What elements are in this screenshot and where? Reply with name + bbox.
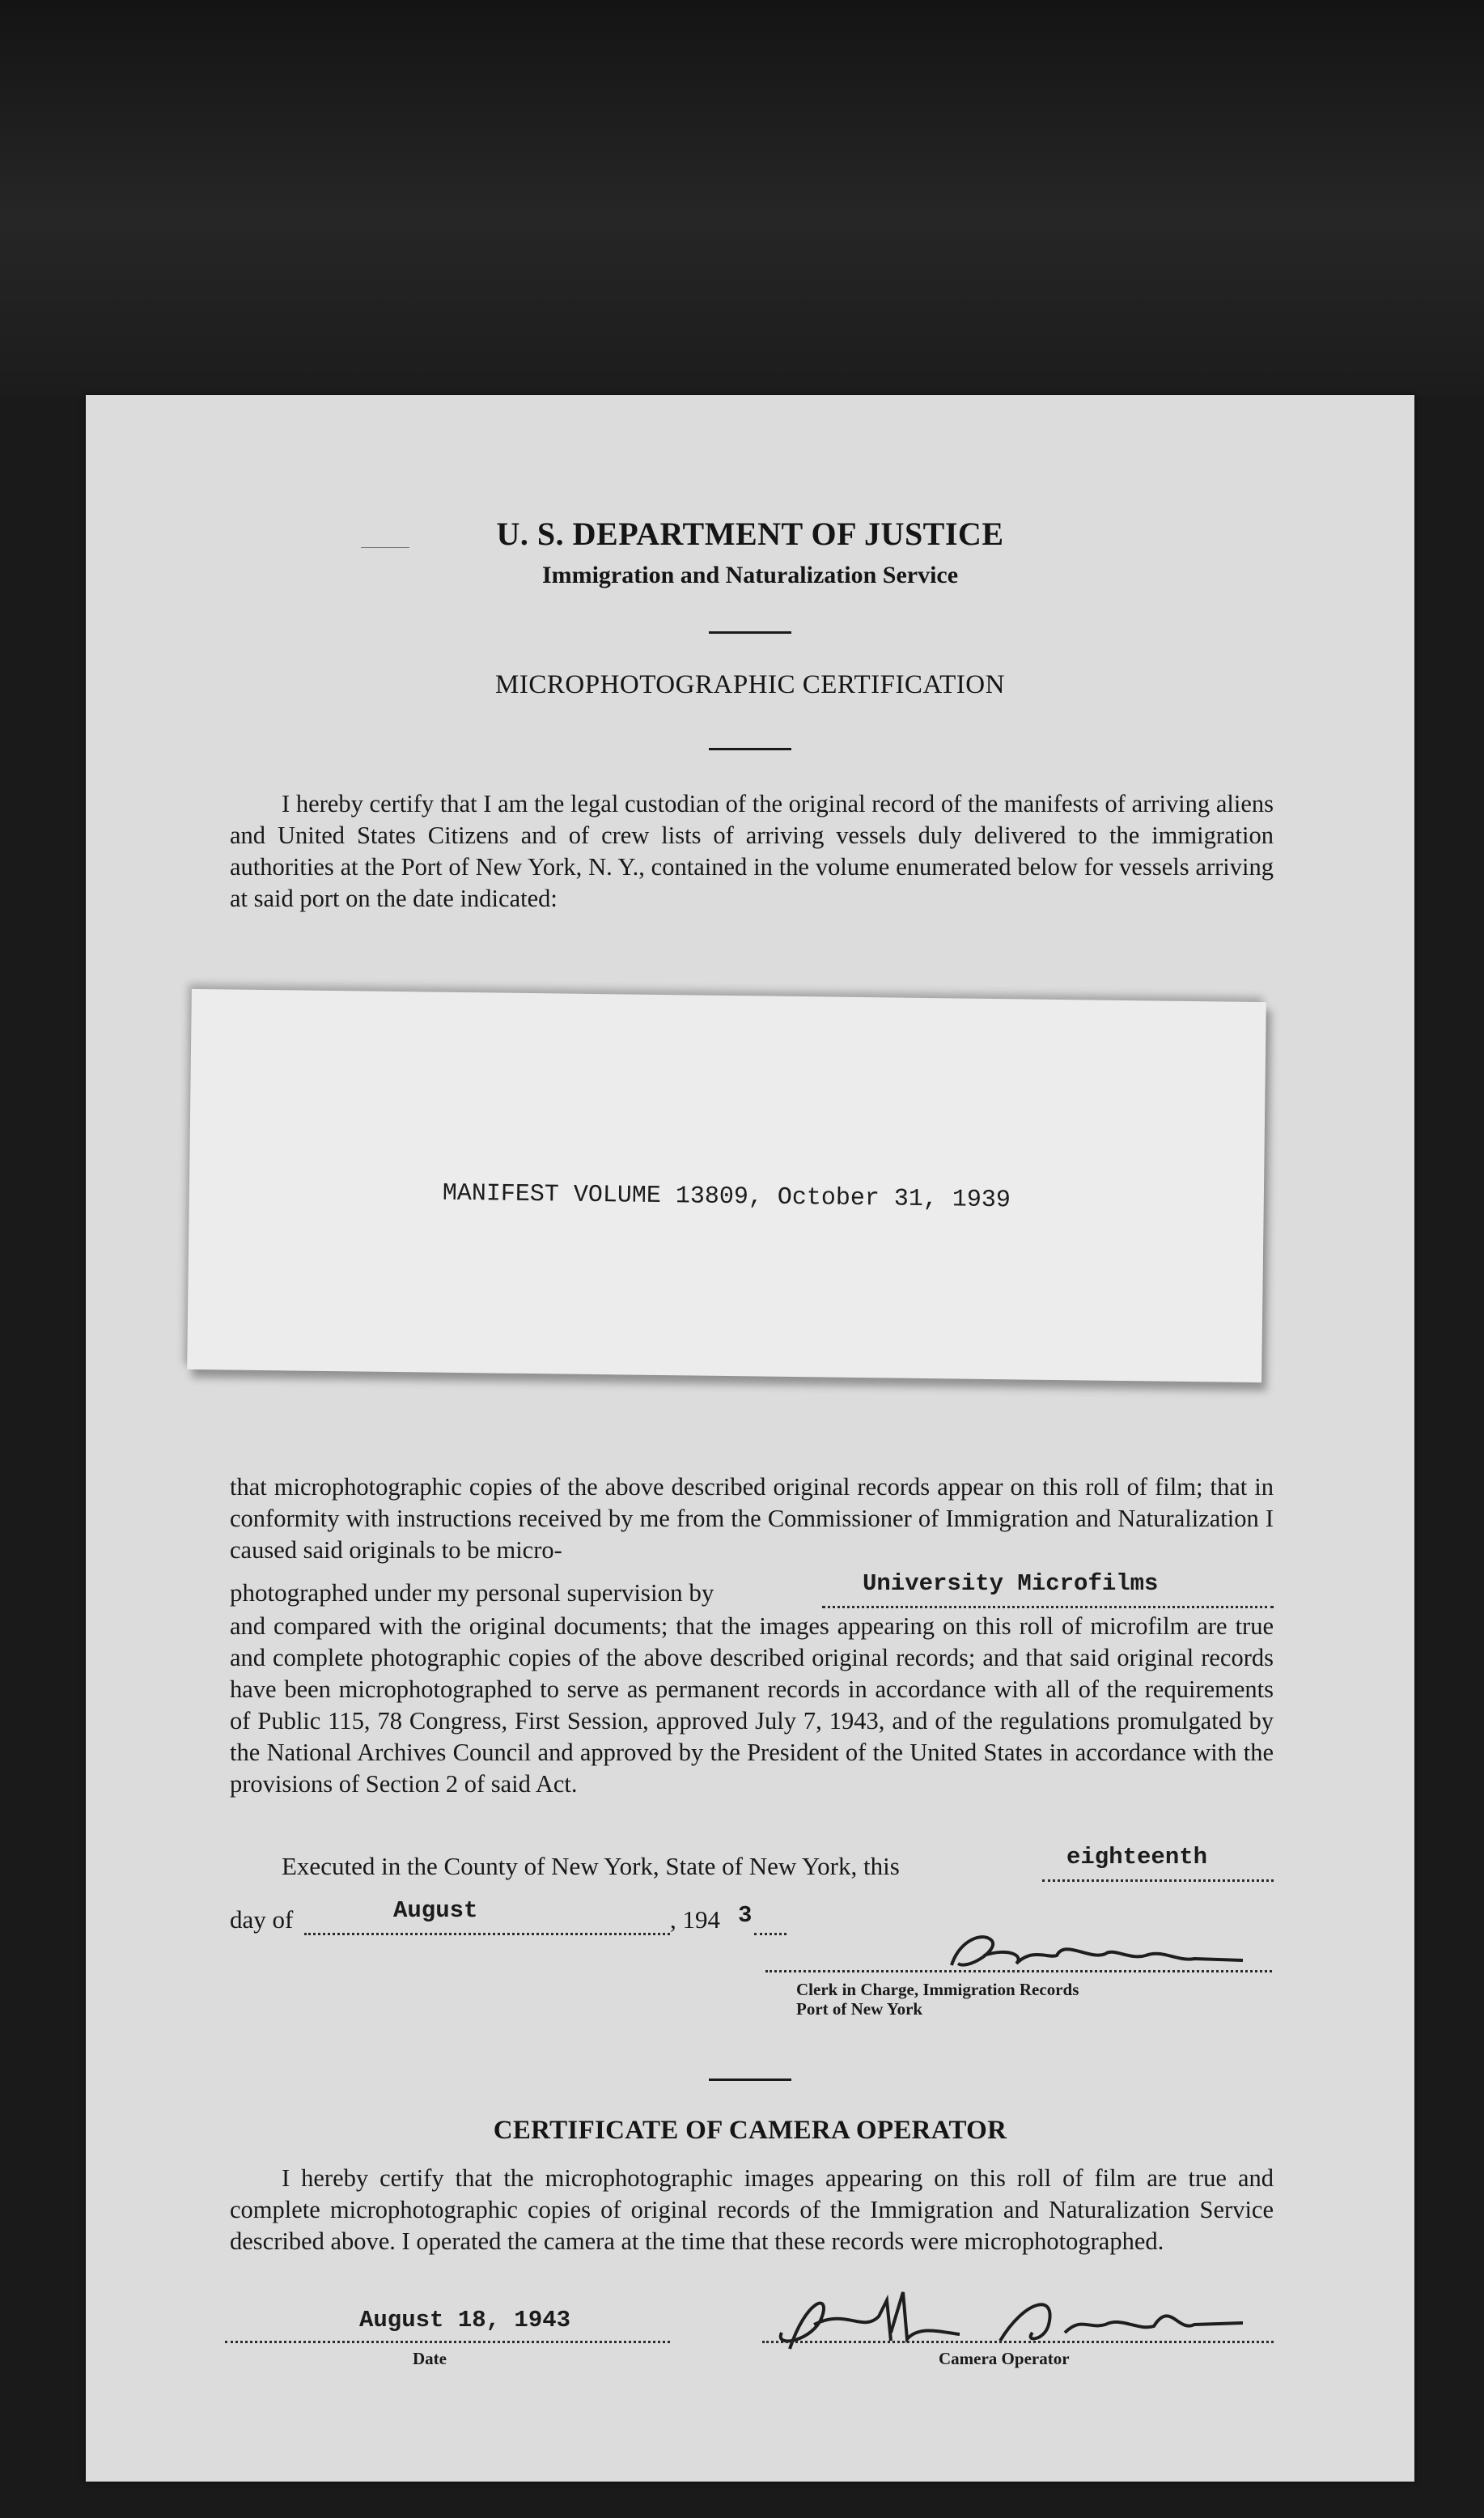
divider [709, 2079, 791, 2081]
clerk-title: Clerk in Charge, Immigration Records [796, 1980, 1079, 1999]
camera-operator-heading: CERTIFICATE OF CAMERA OPERATOR [493, 2116, 1007, 2145]
manifest-volume-text: MANIFEST VOLUME 13809, October 31, 1939 [442, 1179, 1011, 1215]
manifest-volume-label [187, 989, 1266, 1382]
year-fill-line [754, 1915, 787, 1935]
divider [709, 748, 791, 750]
agency-heading: U. S. DEPARTMENT OF JUSTICE [496, 516, 1004, 552]
service-subheading: Immigration and Naturalization Service [541, 562, 959, 588]
execution-line [282, 1852, 900, 1881]
date-label: Date [413, 2349, 447, 2368]
date-fill-line [225, 2338, 670, 2343]
clerk-signature-line [765, 1967, 1272, 1972]
body-paragraph-1: that microphotographic copies of the above described original records appear on this roll of film; that in conformity with instructions received by me from the Commissioner of Immigration and Naturalization I caused said originals to be micro- [230, 1473, 1274, 1564]
day-of-label: day of [230, 1905, 294, 1934]
year-prefix: , 194 [670, 1905, 720, 1934]
operator-date: August 18, 1943 [359, 2307, 571, 2333]
operator-signature-line [762, 2338, 1274, 2343]
execution-prefix: Executed in the County of New York, State of New York, this [282, 1852, 900, 1880]
film-background [0, 0, 1484, 397]
camera-operator-label: Camera Operator [939, 2349, 1070, 2368]
clerk-port: Port of New York [796, 1999, 923, 2019]
year-digit: 3 [738, 1902, 753, 1929]
body-paragraph-2: and compared with the original documents; that the images appearing on this roll of microfilm are true and complete photographic copies of the above described original records; and that said original records have been microphotographed to serve as permanent records in accordance with all of the requirements of Public 115, 78 Congress, First Session, approved July 7, 1943, and of the regulations promulgated by the National Archives Council and approved by the President of the United States in accordance with the provisions of Section 2 of said Act. [230, 1612, 1274, 1798]
certification-title: MICROPHOTOGRAPHIC CERTIFICATION [495, 670, 1005, 699]
clerk-signature [863, 1923, 1283, 1988]
execution-day: eighteenth [1066, 1844, 1208, 1870]
certificate-page [86, 395, 1414, 2482]
camera-operator-paragraph: I hereby certify that the microphotographic images appearing on this roll of film are true and complete microphotographic copies of original records of the Immigration and Naturalization Service described above. I operated the camera at the time that these records were microphotographed. [230, 2164, 1274, 2255]
divider [709, 631, 791, 634]
stray-mark [361, 547, 409, 548]
supervision-prefix: photographed under my personal supervision by [230, 1578, 714, 1607]
intro-paragraph: I hereby certify that I am the legal custodian of the original record of the manifests of arriving aliens and United States Citizens and of crew lists of arriving vessels duly delivered to the immigration authorities at the Port of New York, N. Y., contained in the volume enumerated below for vessels arriving at said port on the date indicated: [230, 790, 1274, 912]
supervision-line [230, 1578, 714, 1607]
execution-month: August [393, 1897, 478, 1924]
month-fill-line [304, 1915, 670, 1935]
supervisor-name: University Microfilms [863, 1570, 1159, 1597]
